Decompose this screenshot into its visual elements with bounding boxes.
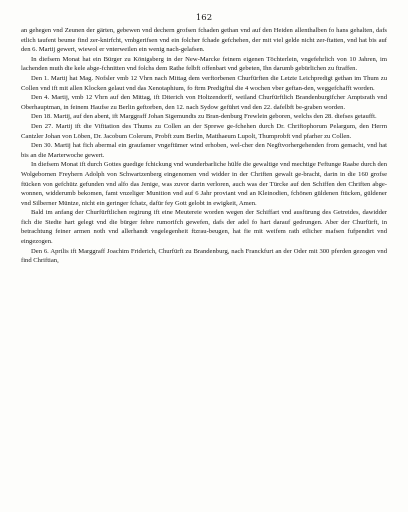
- body-text: [21, 26, 387, 266]
- paragraph-9: Bald im anfang der Churfürftlichen regirung ift eine Meutereie worden wegen der Schiffart vnd ausfürung des Getreides, dawidder fich die Stedte hart gelegt vnd die bürger fehre rumorifch gewefen, dafs der adel fo hart darauf gedrungen. Aber der Churfürft, in betrachtung feiner armen noth vnd allerhandt vngelegenheit ftzrau-beugen, hat fie mit weifem rath etlicher mafsen fufpendirt vnd eingezogen.: [21, 209, 387, 246]
- paragraph-4: Den 4. Martij, vmb 12 Vhrn auf den Mittag, ift Diterich von Holtzendorff, weiland Churfürftlich Brandenburgifcher Amptsrath vnd Oberhauptman, in feinem Haufse zu Berlin geftorben, den 12. nach Sydow geführt vnd den 22. dafelbft be-graben worden.: [21, 94, 387, 111]
- paragraph-7: Den 30. Martij hat fich abermal ein graufamer vngeftümer wind erhoben, wel-cher den Negftvorhergehenden from gemacht, vnd hat bis an die Marterwoche gewert.: [21, 142, 387, 159]
- paragraph-8: In diefsem Monat ift durch Gottes guedige fchickung vnd wunderbarliche hülfe die gewaltige vnd mechtige Feftunge Raabe durch den Wolgebornen Freyhern Adolph von Schwartzenberg eingenomen vnd widder in der Chriften gewalt ge-bracht, darin in die 160 grofse ftücken von gefchütz gefunden vnd alfo das Jenige, was zuvor darin verloren, auch was der Türcke auf den Schiffen den Chriften abge-wonnen, widderumb bekomen, famt vnzeliger Munition vnd auf 6 Jahr proviant vnd an Kleinodien, fchönen güldenen ftücken, güldener vnd Silberner Müntze, nicht ein geringer fchatz, dafür fey Gott gelobt in ewigkeit, Amen.: [21, 161, 387, 207]
- paragraph-1: an gehegen vnd Zeunen der gärten, gebewen vnd dechern grofsen fchaden gethan vnd auf den Heiden allenthalben fo hans gehalten, dafs etlich taufent beume find zer-knirfcht, vmbgerifsen vnd ein folcher fchade gefchehen, der mit viel gelde nicht zer-ftatten, vnd hat bis auf den 6. Martij gewert, wiewol er vnterweilen ein wenig nach-gelafsen.: [21, 27, 387, 54]
- page-number: 162: [195, 13, 213, 23]
- paragraph-6: Den 27. Martij ift die Vifitation des Thums zu Collen an der Sprewe ge-fchehen durch Dr. Chriftophorum Pelargum, den Herrn Cantzler Johan von Löben, Dr. Jacobum Colerum, Probft zum Berlin, Matthaeum Lupolt, Thumprobft vnd pfarher zu Collen.: [21, 122, 387, 140]
- paragraph-5: Den 18. Martij, auf den abent, ift Marggraff Johan Sigemundts zu Bran-denburg Frewlein geboren, welchs den 28. diefses getaufft.: [31, 113, 377, 121]
- paragraph-3: Den 1. Martij hat Mag. Nofsler vmb 12 Vhrn nach Mittag dem verftorbenen Churfürften die Letzte Leichpredigt gethan im Thum zu Collen vnd ift mit allen Klocken gelaut vnd das Xenotaphium, fo ftrm Predigftul die 4 wochen vber geftan-den, weggefchafft worden.: [21, 74, 387, 92]
- paragraph-10: Den 6. Aprilis ift Marggraff Joachim Friderich, Churfürft zu Brandenburg, nach Franckfurt an der Oder mit 300 pferden gezogen vnd find Chriftian,: [21, 247, 387, 265]
- paragraph-2: In diefsem Monat hat ein Bürger zu Königsberg in der New-Marcke feinem eigenen Töchterlein, vngefehrlich von 10 Jahren, im lachenden muth die kele abge-fchnitten vnd folchs dem Rathe felbft offenbart vnd gebeten, Ihn darumb gebürlichen zu ftraffen.: [21, 55, 387, 73]
